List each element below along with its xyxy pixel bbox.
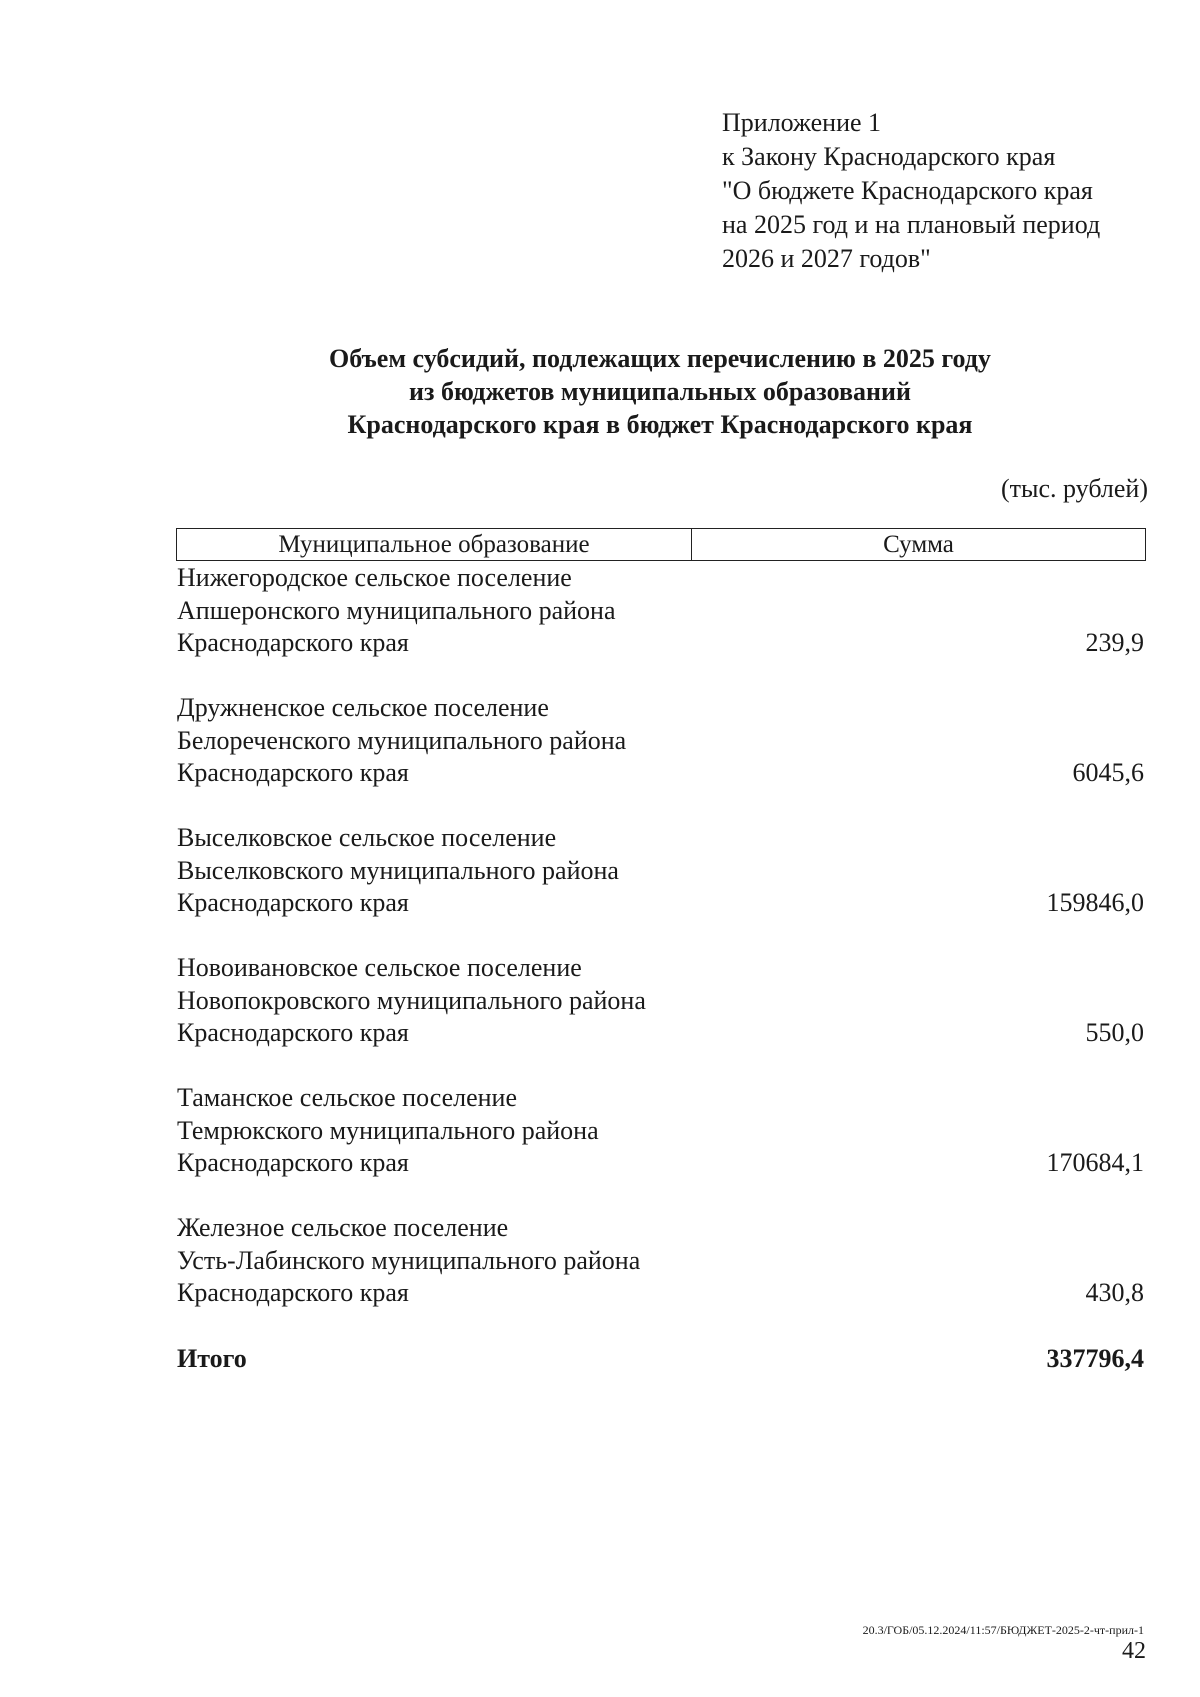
municipality-name-line: Железное сельское поселение [177,1213,509,1242]
municipality-name-line: Апшеронского муниципального района [177,595,616,625]
municipality-name-line: Дружненское сельское поселение [177,693,549,722]
table-row [177,1212,1144,1342]
column-header-sum: Сумма [883,530,954,558]
page-number: 42 [1122,1638,1146,1664]
municipality-name-line: Белореченского муниципального района [177,725,627,755]
subsidy-amount: 159846,0 [1046,888,1144,917]
table-row [177,1082,1144,1212]
subsidy-amount: 170684,1 [1046,1148,1144,1177]
municipality-name-line: Краснодарского края [177,1018,409,1047]
total-row [177,1343,1144,1375]
subsidy-amount: 430,8 [1085,1278,1144,1307]
municipality-name-line: Краснодарского края [177,1278,409,1307]
subsidy-amount: 6045,6 [1072,758,1144,787]
table-header [176,528,1146,561]
column-header-municipality: Муниципальное образование [177,529,692,560]
table-body [177,562,1144,1342]
appendix-line: 2026 и 2027 годов" [722,244,931,273]
table-row [177,822,1144,952]
municipality-name-line: Новоивановское сельское поселение [177,953,582,982]
municipality-name-line: Усть-Лабинского муниципального района [177,1245,641,1275]
municipality-name [177,692,1144,790]
title-line: Объем субсидий, подлежащих перечислению в 2025 году [329,344,991,373]
appendix-line: "О бюджете Краснодарского края [722,176,1093,205]
table-row [177,562,1144,692]
municipality-name-line: Новопокровского муниципального района [177,985,646,1015]
municipality-name-line: Таманское сельское поселение [177,1083,517,1112]
municipality-name-line: Краснодарского края [177,758,409,787]
municipality-name [177,562,1144,660]
title-line: из бюджетов муниципальных образований [409,377,911,406]
total-amount: 337796,4 [1046,1344,1144,1373]
municipality-name-line: Нижегородское сельское поселение [177,563,572,592]
total-label: Итого [177,1344,247,1373]
document-code: 20.3/ГОБ/05.12.2024/11:57/БЮДЖЕТ-2025-2-чт-прил-1 [862,1623,1144,1637]
municipality-name [177,1082,1144,1180]
appendix-line: на 2025 год и на плановый период [722,210,1101,239]
municipality-name-line: Краснодарского края [177,628,409,657]
title-line: Краснодарского края в бюджет Краснодарского края [347,410,973,439]
appendix-line: к Закону Краснодарского края [722,142,1056,171]
subsidy-amount: 239,9 [1085,628,1144,657]
appendix-reference [722,106,1100,276]
table-row [177,692,1144,822]
units-label: (тыс. рублей) [1000,474,1148,503]
municipality-name-line: Темрюкского муниципального района [177,1115,599,1145]
municipality-name-line: Краснодарского края [177,1148,409,1177]
document-title [180,342,1140,441]
municipality-name [177,952,1144,1050]
municipality-name-line: Выселковское сельское поселение [177,823,557,852]
municipality-name-line: Выселковского муниципального района [177,855,619,885]
municipality-name [177,1212,1144,1310]
table-row [177,952,1144,1082]
subsidy-amount: 550,0 [1085,1018,1144,1047]
municipality-name-line: Краснодарского края [177,888,409,917]
municipality-name [177,822,1144,920]
appendix-line: Приложение 1 [722,108,882,137]
